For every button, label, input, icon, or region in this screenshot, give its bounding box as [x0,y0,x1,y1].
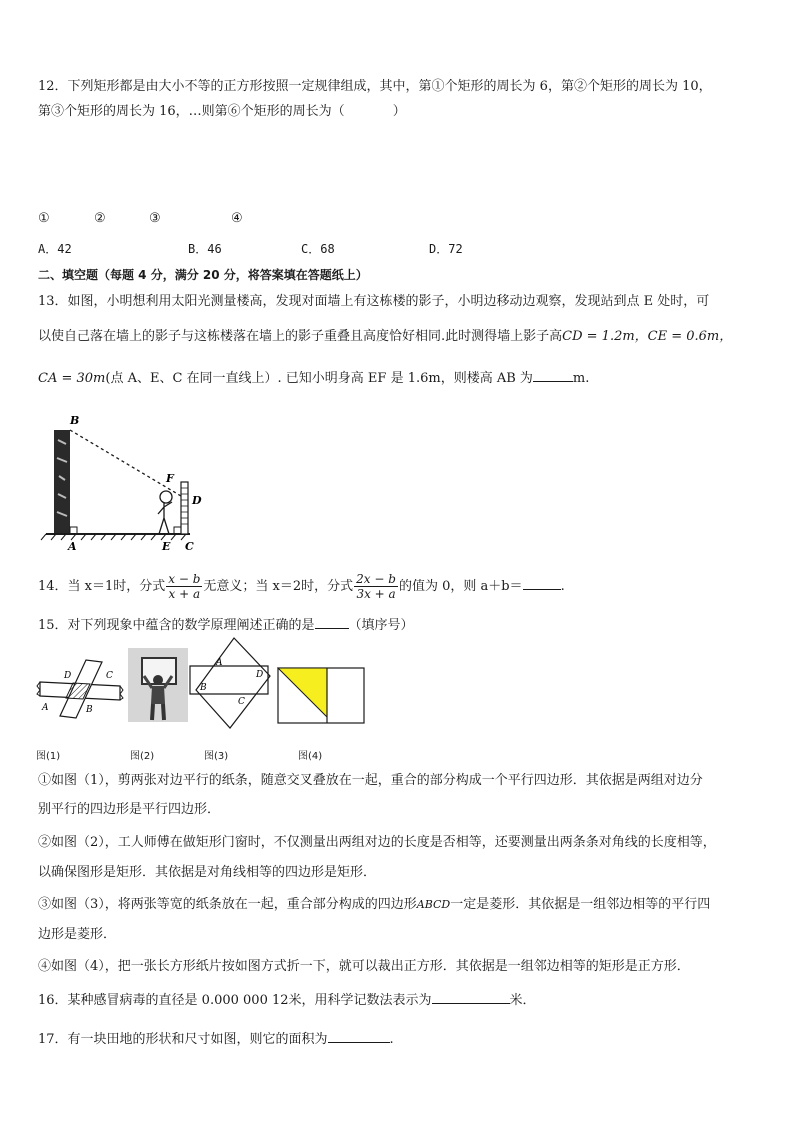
q12-line2-close: ） [392,104,406,119]
folded-triangle [278,668,327,717]
q15-stem-note: （填序号） [348,618,414,633]
q16-line [38,991,536,1009]
person-head [160,491,172,503]
q12-option-b: B．46 [188,242,222,256]
q14-part2: 无意义；当 x＝2时，分式 [203,579,354,594]
q15-stem-text: 15．对下列现象中蕴含的数学原理阐述正确的是 [38,618,315,633]
worker-body [151,686,165,704]
section-title: 二、填空题（每题 4 分，满分 20 分，将答案填在答题纸上） [38,268,368,282]
strip-b [196,638,270,728]
q14-line [38,572,565,602]
q15-figure-3 [188,636,276,730]
q13-line3-text: (点 A、E、C 在同一直线上）. 已知小明身高 EF 是 1.6m，则楼高 AB 为 [105,371,533,386]
q15-s1-line1: ①如图（1），剪两张对边平行的纸条，随意交叉叠放在一起，重合的部分构成一个平行四边形．其依据是两组对边分 [38,773,703,788]
q12-line2-text: 第③个矩形的周长为 16，…则第⑥个矩形的周长为（ [38,104,345,119]
q14-part3: 的值为 0，则 a＋b＝ [398,579,523,594]
q12-line1: 12．下列矩形都是由大小不等的正方形按照一定规律组成，其中，第①个矩形的周长为 6，第②个矩形的周长为 10， [38,79,712,94]
q14-frac1-num: x − b [168,572,201,586]
q14-part4: . [560,579,565,594]
q15-answer-blank [315,616,349,629]
q14-frac2-den: 3x + a [356,587,396,601]
label-f: F [166,472,174,485]
q13-answer-blank [533,369,573,382]
q12-option-a: A．42 [38,242,72,256]
fig1-label-d: D [64,671,72,681]
q13-line3-unit: m. [572,371,590,386]
q17-end: . [389,1032,394,1047]
q15-s3-line1 [38,897,710,913]
q14-answer-blank [523,577,561,590]
fig1-label-c: C [106,671,113,681]
q14-part1: 14．当 x＝1时，分式 [38,579,166,594]
q13-line2 [38,329,732,345]
q12-fig-label-1: ① [38,211,50,226]
fig3-label-c: C [238,697,245,707]
label-c: C [185,540,194,553]
q17-answer-blank [328,1030,390,1043]
q13-line3 [38,369,589,387]
q12-fig-label-3: ③ [149,211,161,226]
person-body [158,502,172,534]
q17-text: 17．有一块田地的形状和尺寸如图，则它的面积为 [38,1032,328,1047]
q14-fraction-1 [166,572,202,601]
sun-ray [70,430,181,496]
q16-unit: 米． [509,993,536,1008]
q15-s3-abcd: ABCD [416,898,451,911]
fig1-label-a: A [42,703,49,713]
q14-fraction-2 [354,572,398,601]
q15-s4-line1: ④如图（4），把一张长方形纸片按如图方式折一下，就可以裁出正方形．其依据是一组邻边相等的矩形是正方形． [38,959,690,974]
q14-frac1-den: x + a [168,587,201,601]
q12-option-d: D．72 [429,242,463,256]
q17-line [38,1030,394,1048]
label-e: E [162,540,171,553]
worker-head [153,675,163,685]
q15-s3-line2: 边形是菱形． [38,927,117,942]
q15-s2-line2: 以确保图形是矩形．其依据是对角线相等的四边形是矩形． [38,865,377,880]
fig3-label-a: A [216,658,223,668]
q12-fig-label-2: ② [94,211,106,226]
label-b: B [70,414,80,427]
q15-figure-1 [36,656,124,722]
q15-stem [38,616,414,634]
q16-answer-blank [432,991,510,1004]
caption-fig3: 图(3) [204,751,229,762]
fig3-label-b: B [200,683,207,693]
caption-fig2: 图(2) [130,751,155,762]
q15-s2-line1: ②如图（2），工人师傅在做矩形门窗时，不仅测量出两组对边的长度是否相等，还要测量出两条条对角线的长度相等， [38,835,716,850]
label-d: D [192,494,202,507]
q15-s3-text-a: ③如图（3），将两张等宽的纸条放在一起，重合部分构成的四边形 [38,897,417,912]
label-a: A [68,540,77,553]
q15-s1-line2: 别平行的四边形是平行四边形． [38,802,221,817]
q13-line2-text: 以使自己落在墙上的影子与这栋楼落在墙上的影子重叠且高度恰好相同.此时测得墙上影子高 [38,329,563,344]
q16-text: 16．某种感冒病毒的直径是 0.000 000 12米，用科学记数法表示为 [38,993,432,1008]
fig1-label-b: B [86,705,93,715]
caption-fig4: 图(4) [298,751,323,762]
wall-cd [181,482,188,534]
caption-fig1: 图(1) [36,751,61,762]
q12-option-c: C．68 [301,242,335,256]
building-ab [54,430,70,534]
q15-figure-4 [277,667,365,724]
fig3-label-d: D [256,670,264,680]
q13-line1: 13．如图，小明想利用太阳光测量楼高，发现对面墙上有这栋楼的影子，小明边移动边观察，发现站到点 E 处时，可 [38,294,710,309]
q14-frac2-num: 2x − b [356,572,396,586]
q15-figure-2 [128,648,188,722]
q13-measure-ca: CA = 30m [38,371,106,386]
q12-fig-label-4: ④ [231,211,243,226]
q15-s3-text-c: 一定是菱形．其依据是一组邻边相等的平行四 [450,897,711,912]
q13-measure-cd-ce: CD = 1.2m，CE = 0.6m， [562,329,733,344]
q12-line2 [38,104,406,120]
q13-figure [40,410,210,555]
